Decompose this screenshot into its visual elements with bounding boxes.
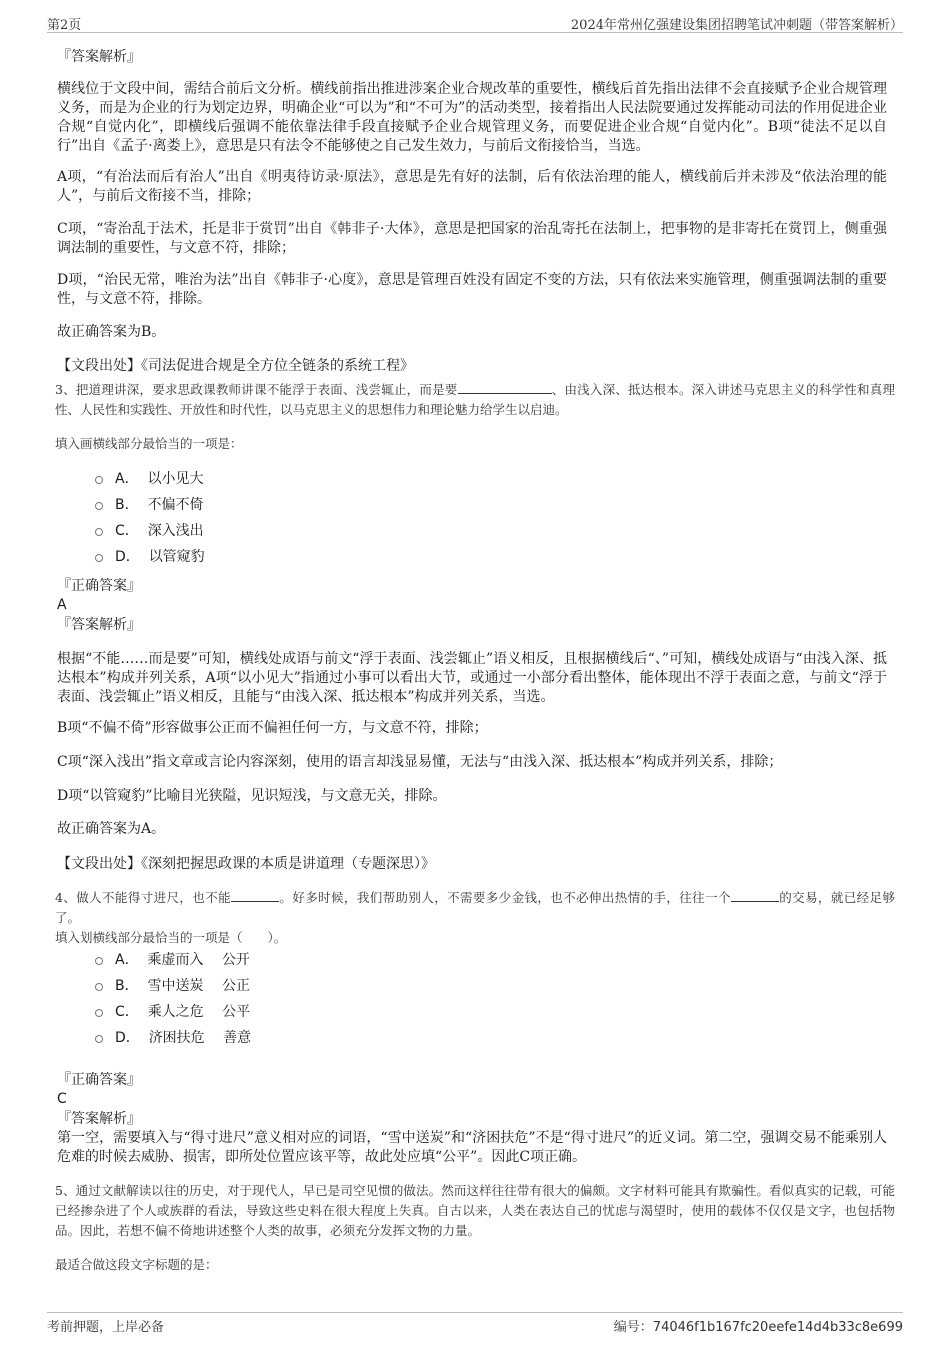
q2-analysis-p3: C项，“寄治乱于法术，托是非于赏罚”出自《韩非子·大体》，意思是把国家的治乱寄托在法制上，把事物的是非寄托在赏罚上，侧重强调法制的重要性，与文意不符，排除； [57,221,887,256]
q3-conclusion: 故正确答案为A。 [57,821,166,837]
q2-analysis-p2: A项，“有治法而后有治人”出自《明夷待访录·原法》，意思是先有好的法制，后有依法治理的能人，横线前后并未涉及“依法治理的能人”，与前后文衔接不当，排除； [57,169,887,204]
page-number: 第2页 [47,18,82,33]
q3-analysis-p3: C项“深入浅出”指文章或言论内容深刻，使用的语言却浅显易懂，无法与“由浅入深、抵达根本”构成并列关系，排除； [57,754,783,770]
q4-option-a[interactable]: A． 乘虚而入 公开 [95,951,250,969]
q4-answer: C [57,1091,67,1107]
document-code: 编号：74046f1b167fc20eefe14d4b33c8e699 [613,1320,903,1335]
q3-stem: 3、把道理讲深，要求思政课教师讲课不能浮于表面、浅尝辄止，而是要 、由浅入深、抵达根本。深入讲述马克思主义的科学性和真理性、人民性和实践性、开放性和时代性，以马克思主义的思想伟力和理论魅力给学生以启迪。 [55,382,895,417]
q2-analysis-p1: 横线位于文段中间，需结合前后文分析。横线前指出推进涉案企业合规改革的重要性，横线后首先指出法律不会直接赋予企业合规管理义务，而是为企业的行为划定边界，明确企业“可以为”和“不可为”的活动类型，接着指出人民法院要通过发挥能动司法的作用促进企业合规“自觉内化”，即横线后强调不能依靠法律手段直接赋予企业合规管理义务，而要促进企业合规“自觉内化”。B项“徒法不足以自行”出自《孟子·离娄上》，意思是只有法令不能够使之自己发生效力，与前后文衔接恰当，当选。 [57,81,887,154]
q3-prompt: 填入画横线部分最恰当的一项是： [55,436,243,451]
q4-option-d[interactable]: D． 济困扶危 善意 [95,1029,251,1047]
q5-stem: 5、通过文献解读以往的历史，对于现代人，早已是司空见惯的做法。然而这样往往带有很大的偏颇。文字材料可能具有欺骗性。看似真实的记载，可能已经掺杂进了个人或族群的看法，导致这些史料在很大程度上失真。自古以来，人类在表达自己的忧虑与渴望时，使用的载体不仅仅是文字，也包括物品。因此，若想不偏不倚地讲述整个人类的故事，必须充分发挥文物的力量。 [55,1183,895,1238]
page-footer [47,1312,903,1335]
radio-icon[interactable] [95,528,103,536]
q4-option-c[interactable]: C． 乘人之危 公平 [95,1003,250,1021]
q3-option-b[interactable]: B． 不偏不倚 [95,496,204,514]
radio-icon[interactable] [95,983,103,991]
q2-analysis-label: 『答案解析』 [57,49,141,65]
q3-option-d[interactable]: D． 以管窥豹 [95,548,205,566]
radio-icon[interactable] [95,957,103,965]
q3-answer-label: 『正确答案』 [57,578,141,594]
q4-option-b[interactable]: B． 雪中送炭 公正 [95,977,250,995]
q5-prompt: 最适合做这段文字标题的是： [55,1257,218,1272]
q3-source: 【文段出处】《深刻把握思政课的本质是讲道理（专题深思）》 [57,856,435,872]
radio-icon[interactable] [95,476,103,484]
page-header [47,12,903,33]
q4-blank-2 [731,889,779,902]
q4-prompt: 填入划横线部分最恰当的一项是（ ）。 [55,930,287,945]
q3-analysis-p4: D项“以管窥豹”比喻目光狭隘，见识短浅，与文意无关，排除。 [57,788,447,804]
radio-icon[interactable] [95,502,103,510]
q4-stem: 4、做人不能得寸进尺，也不能 。好多时候，我们帮助别人，不需要多少金钱，也不必伸出热情的手，往往一个 的交易，就已经足够了。 [55,890,895,925]
q3-analysis-p1: 根据“不能……而是要”可知，横线处成语与前文“浮于表面、浅尝辄止”语义相反，且根据横线后“、”可知，横线处成语与“由浅入深、抵达根本”构成并列关系，A项“以小见大”指通过小事可以看出大节，或通过一小部分看出整体，能体现出不浮于表面之意，与前文“浮于表面、浅尝辄止”语义相反，且能与“由浅入深、抵达根本”构成并列关系，当选。 [57,651,887,705]
q3-blank [458,381,552,394]
q3-analysis-label: 『答案解析』 [57,617,141,633]
footer-slogan: 考前押题，上岸必备 [47,1320,165,1335]
q3-option-a[interactable]: A． 以小见大 [95,470,203,488]
q3-option-c[interactable]: C． 深入浅出 [95,522,204,540]
q2-source: 【文段出处】《司法促进合规是全方位全链条的系统工程》 [57,358,414,374]
radio-icon[interactable] [95,1035,103,1043]
q4-blank-1 [231,889,279,902]
q4-answer-label: 『正确答案』 [57,1072,141,1088]
q4-analysis: 第一空，需要填入与“得寸进尺”意义相对应的词语，“雪中送炭”和“济困扶危”不是“得寸进尺”的近义词。第二空，强调交易不能乘别人危难的时候去威胁、损害，即所处位置应该平等，故此处应填“公平”。因此C项正确。 [57,1130,887,1165]
radio-icon[interactable] [95,1009,103,1017]
radio-icon[interactable] [95,554,103,562]
q2-analysis-p4: D项，“治民无常，唯治为法”出自《韩非子·心度》，意思是管理百姓没有固定不变的方法，只有依法来实施管理，侧重强调法制的重要性，与文意不符，排除。 [57,272,887,307]
q4-analysis-label: 『答案解析』 [57,1111,141,1127]
document-title: 2024年常州亿强建设集团招聘笔试冲刺题（带答案解析） [570,18,903,33]
q3-analysis-p2: B项“不偏不倚”形容做事公正而不偏袒任何一方，与文意不符，排除； [57,720,488,736]
q2-conclusion: 故正确答案为B。 [57,324,166,340]
q3-answer: A [57,597,67,613]
